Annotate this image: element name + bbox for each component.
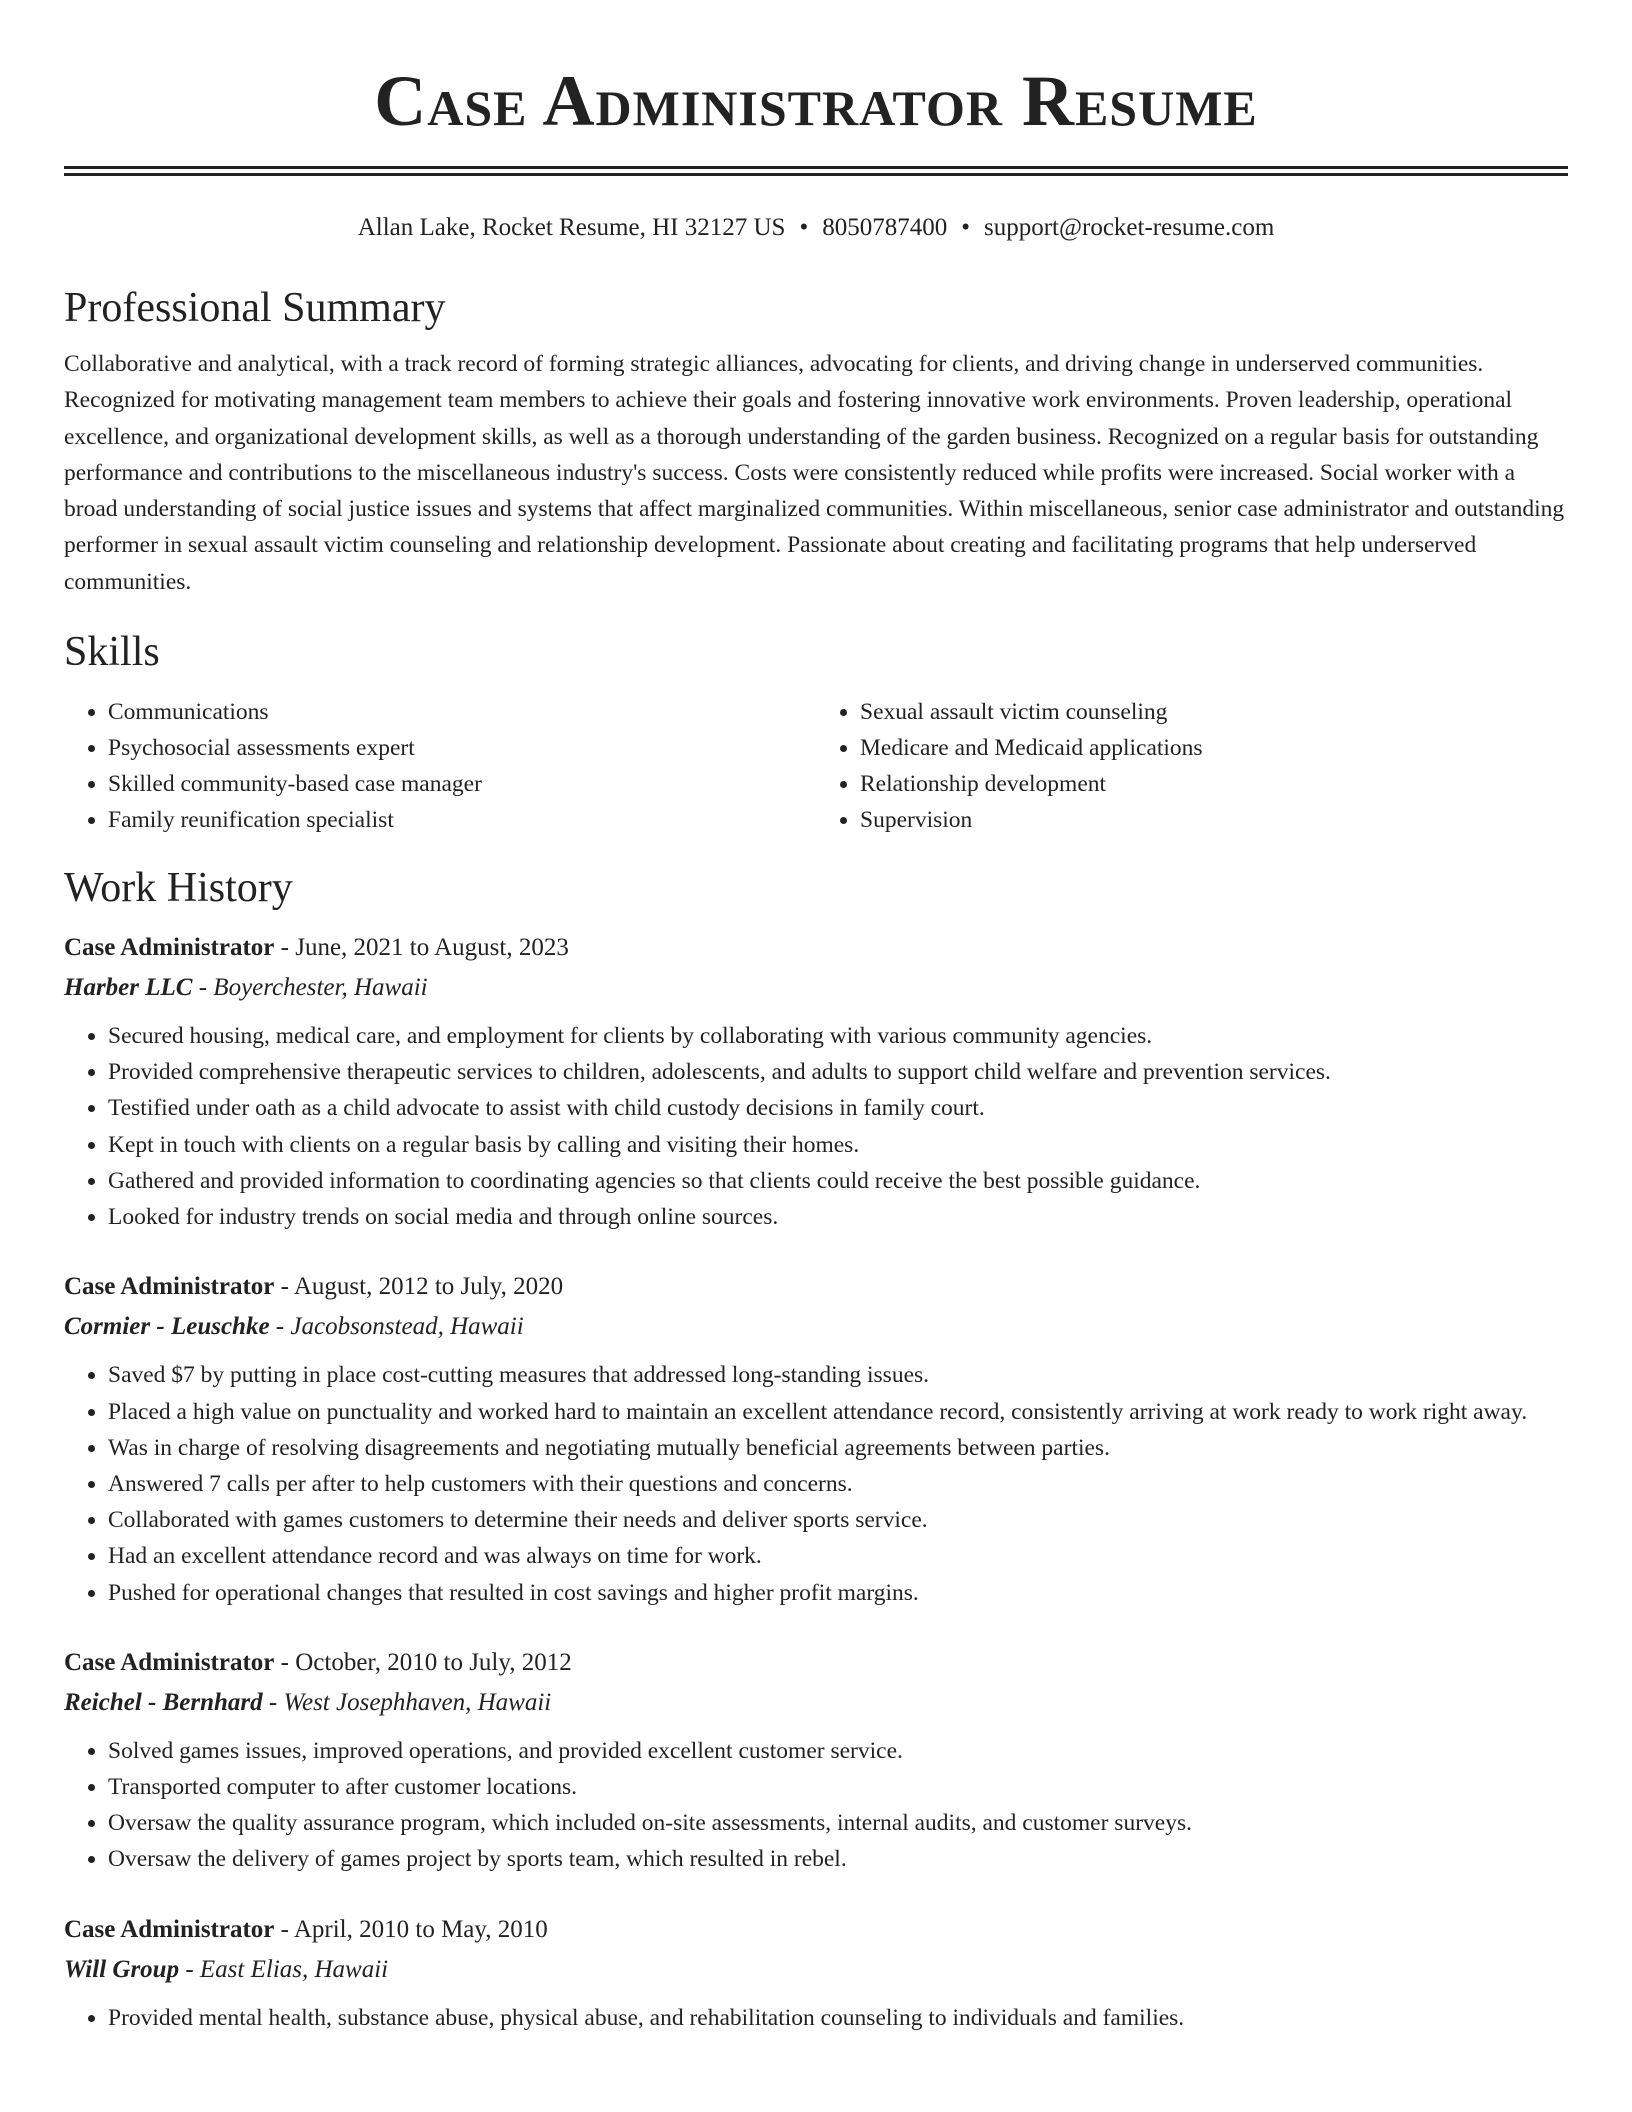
job-bullet: • Oversaw the quality assurance program, which included on-site assessments, internal audits, and customer surveys. bbox=[108, 1805, 1568, 1841]
job-bullet: • Secured housing, medical care, and employment for clients by collaborating with various community agencies. bbox=[108, 1018, 1568, 1054]
contact-separator: • bbox=[961, 214, 970, 241]
skill-item: • Psychosocial assessments expert bbox=[108, 730, 816, 766]
skills-grid bbox=[64, 694, 1568, 838]
job-bullets bbox=[64, 1357, 1568, 1610]
contact-phone: 8050787400 bbox=[822, 214, 948, 241]
skills-heading: Skills bbox=[64, 629, 160, 676]
summary-heading: Professional Summary bbox=[64, 285, 446, 331]
job-header: Case Administrator - August, 2012 to July, 2020 bbox=[64, 1273, 564, 1301]
job-role: Case Administrator bbox=[64, 1648, 275, 1676]
job-location: West Josephhaven, Hawaii bbox=[283, 1688, 552, 1716]
job-header: Case Administrator - June, 2021 to August, 2023 bbox=[64, 934, 569, 962]
job-bullet: • Testified under oath as a child advocate to assist with child custody decisions in family court. bbox=[108, 1090, 1568, 1126]
job-company: Harber LLC bbox=[64, 974, 193, 1002]
job-company: Reichel - Bernhard bbox=[64, 1688, 263, 1716]
contact-email: support@rocket-resume.com bbox=[983, 214, 1275, 241]
job-entry bbox=[64, 1267, 1568, 1610]
job-bullet: • Was in charge of resolving disagreements and negotiating mutually beneficial agreements between parties. bbox=[108, 1430, 1568, 1466]
job-entry bbox=[64, 1910, 1568, 2036]
job-bullet: • Pushed for operational changes that resulted in cost savings and higher profit margins. bbox=[108, 1575, 1568, 1611]
job-bullets bbox=[64, 1018, 1568, 1235]
job-bullet: • Provided comprehensive therapeutic services to children, adolescents, and adults to support child welfare and prevention services. bbox=[108, 1054, 1568, 1090]
job-location: Boyerchester, Hawaii bbox=[213, 974, 428, 1002]
summary-text: Collaborative and analytical, with a track record of forming strategic alliances, advocating for clients, and driving change in underserved communities. Recognized for motivating management team members to achieve their goals and fostering innovative work environments. Proven leadership, operational excellence, and organizational development skills, as well as a thorough understanding of the garden business. Recognized on a regular basis for outstanding performance and contributions to the miscellaneous industry's success. Costs were consistently reduced while profits were increased. Social worker with a broad understanding of social justice issues and systems that affect marginalized communities. Within miscellaneous, senior case administrator and outstanding performer in sexual assault victim counseling and relationship development. Passionate about creating and facilitating programs that help underserved communities. bbox=[64, 351, 1565, 595]
job-entry bbox=[64, 1643, 1568, 1878]
contact-address: Allan Lake, Rocket Resume, HI 32127 US bbox=[357, 214, 786, 241]
job-company-line: Will Group - East Elias, Hawaii bbox=[64, 1955, 389, 1983]
job-header: Case Administrator - October, 2010 to July, 2012 bbox=[64, 1648, 572, 1676]
skills-column-left bbox=[64, 694, 816, 838]
job-dates: April, 2010 to May, 2010 bbox=[293, 1915, 548, 1943]
contact-separator: • bbox=[799, 214, 809, 241]
skill-item: • Relationship development bbox=[860, 766, 1568, 802]
job-company-line: Reichel - Bernhard - West Josephhaven, Hawaii bbox=[64, 1688, 552, 1716]
job-entry bbox=[64, 928, 1568, 1235]
job-bullet: • Had an excellent attendance record and was always on time for work. bbox=[108, 1538, 1568, 1574]
job-bullet: • Transported computer to after customer locations. bbox=[108, 1769, 1568, 1805]
skill-item: • Supervision bbox=[860, 802, 1568, 838]
job-dates: June, 2021 to August, 2023 bbox=[295, 934, 569, 962]
skills-column-right bbox=[816, 694, 1568, 838]
contact-line bbox=[64, 212, 1568, 244]
job-header: Case Administrator - April, 2010 to May, 2010 bbox=[64, 1915, 548, 1943]
job-role: Case Administrator bbox=[64, 1915, 275, 1943]
job-location: East Elias, Hawaii bbox=[199, 1955, 389, 1983]
job-bullet: • Solved games issues, improved operations, and provided excellent customer service. bbox=[108, 1733, 1568, 1769]
job-bullet: • Collaborated with games customers to determine their needs and deliver sports service. bbox=[108, 1502, 1568, 1538]
job-bullets bbox=[64, 1733, 1568, 1878]
resume-title: Case Administrator Resume bbox=[374, 61, 1258, 141]
job-company: Cormier - Leuschke bbox=[64, 1313, 270, 1341]
job-role: Case Administrator bbox=[64, 934, 275, 962]
job-location: Jacobsonstead, Hawaii bbox=[290, 1313, 524, 1341]
job-bullet: • Looked for industry trends on social media and through online sources. bbox=[108, 1199, 1568, 1235]
job-dates: October, 2010 to July, 2012 bbox=[295, 1648, 572, 1676]
job-company-line: Harber LLC - Boyerchester, Hawaii bbox=[64, 974, 428, 1002]
work-history-heading: Work History bbox=[64, 865, 293, 912]
skill-item: • Sexual assault victim counseling bbox=[860, 694, 1568, 730]
job-bullets bbox=[64, 2000, 1568, 2036]
skill-item: • Medicare and Medicaid applications bbox=[860, 730, 1568, 766]
title-double-rule bbox=[64, 166, 1568, 176]
job-bullet: • Saved $7 by putting in place cost-cutting measures that addressed long-standing issues. bbox=[108, 1357, 1568, 1393]
job-bullet: • Oversaw the delivery of games project by sports team, which resulted in rebel. bbox=[108, 1841, 1568, 1877]
job-bullet: • Gathered and provided information to coordinating agencies so that clients could receive the best possible guidance. bbox=[108, 1163, 1568, 1199]
job-role: Case Administrator bbox=[64, 1273, 275, 1301]
job-bullet: • Answered 7 calls per after to help customers with their questions and concerns. bbox=[108, 1466, 1568, 1502]
skill-item: • Communications bbox=[108, 694, 816, 730]
job-company-line: Cormier - Leuschke - Jacobsonstead, Hawaii bbox=[64, 1313, 524, 1341]
skill-item: • Skilled community-based case manager bbox=[108, 766, 816, 802]
job-bullet: • Kept in touch with clients on a regular basis by calling and visiting their homes. bbox=[108, 1127, 1568, 1163]
job-bullet: • Placed a high value on punctuality and worked hard to maintain an excellent attendance record, consistently arriving at work ready to work right away. bbox=[108, 1394, 1568, 1430]
job-company: Will Group bbox=[64, 1955, 180, 1983]
skill-item: • Family reunification specialist bbox=[108, 802, 816, 838]
job-bullet: • Provided mental health, substance abuse, physical abuse, and rehabilitation counseling to individuals and families. bbox=[108, 2000, 1568, 2036]
job-dates: August, 2012 to July, 2020 bbox=[293, 1273, 564, 1301]
